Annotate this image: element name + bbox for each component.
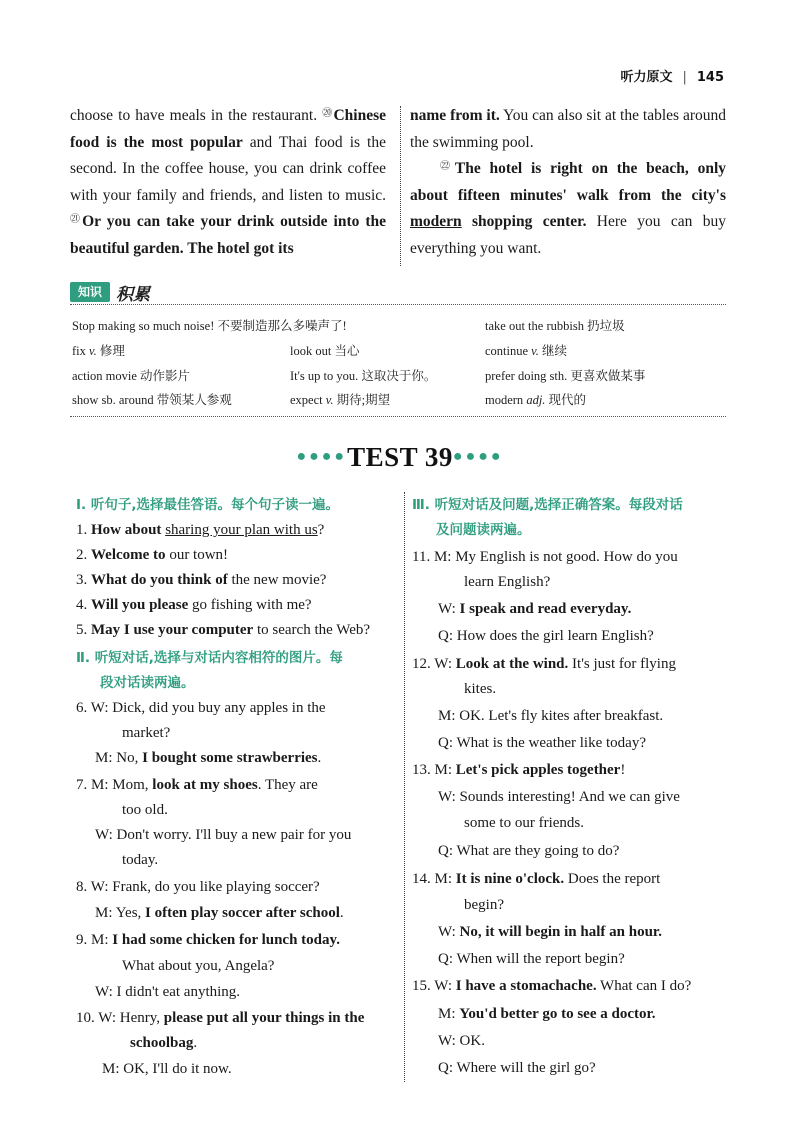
question-11-q: Q: How does the girl learn English? xyxy=(438,628,654,644)
test-title xyxy=(0,442,800,473)
question-5: 5. May I use your computer to search the Web? xyxy=(76,622,371,638)
decorative-dots: ●●●● xyxy=(296,447,348,465)
question-11-cont: learn English? xyxy=(464,574,551,590)
key-sentence: shopping center. xyxy=(461,213,587,230)
question-9: 9. M: I had some chicken for lunch today. xyxy=(76,932,340,948)
section-title: 听力原文 xyxy=(620,70,673,85)
passage-left-column xyxy=(70,103,386,262)
vocab-item: It's up to you. 这取决于你。 xyxy=(290,369,437,383)
question-10-reply: M: OK, I'll do it now. xyxy=(102,1061,232,1077)
question-13: 13. M: Let's pick apples together! xyxy=(412,762,626,778)
page-header xyxy=(620,66,724,85)
passage-text: Here you can buy everything you want. xyxy=(410,213,726,257)
section-2-heading-cont: 段对话读两遍。 xyxy=(100,675,195,691)
question-10-cont: schoolbag. xyxy=(130,1035,198,1051)
key-sentence: name from it. xyxy=(410,107,500,124)
passage-right-text-2 xyxy=(410,156,726,262)
question-13-q: Q: What are they going to do? xyxy=(438,843,620,859)
vocab-item: fix v. 修理 xyxy=(72,344,125,358)
question-10: 10. W: Henry, please put all your things in the xyxy=(76,1010,365,1026)
question-7: 7. M: Mom, look at my shoes. They are xyxy=(76,777,318,793)
passage-text: and Thai food is the second. In the coffee house, you can drink coffee with your family and friends, and listen to music. xyxy=(70,133,386,204)
sentence-marker: ㉑ xyxy=(70,214,83,225)
question-12-reply: M: OK. Let's fly kites after breakfast. xyxy=(438,708,664,724)
key-word-underlined: modern xyxy=(410,213,462,230)
question-4: 4. Will you please go fishing with me? xyxy=(76,597,312,613)
vocab-item: show sb. around 带领某人参观 xyxy=(72,393,232,407)
question-15-reply-2: W: OK. xyxy=(438,1033,485,1049)
sentence-marker: ⑳ xyxy=(322,108,334,119)
question-13-reply: W: Sounds interesting! And we can give xyxy=(438,789,680,805)
question-6-reply: M: No, I bought some strawberries. xyxy=(95,750,322,766)
vocab-item: continue v. 继续 xyxy=(485,344,568,358)
vocab-item: look out 当心 xyxy=(290,344,360,358)
vocab-item: expect v. 期待;期望 xyxy=(290,393,391,407)
question-6: 6. W: Dick, did you buy any apples in the xyxy=(76,700,326,716)
question-7-cont: too old. xyxy=(122,802,168,818)
sentence-marker: ㉒ xyxy=(440,161,455,172)
question-14-cont: begin? xyxy=(464,897,504,913)
section-2-heading: Ⅱ. 听短对话,选择与对话内容相符的图片。每 xyxy=(76,650,343,666)
vocab-item: modern adj. 现代的 xyxy=(485,393,587,407)
vocab-item: Stop making so much noise! 不要制造那么多噪声了! xyxy=(72,319,347,333)
knowledge-bottom-rule xyxy=(70,416,726,417)
question-11: 11. M: My English is not good. How do you xyxy=(412,549,678,565)
question-9-reply: W: I didn't eat anything. xyxy=(95,984,241,1000)
section-1-heading: Ⅰ. 听句子,选择最佳答语。每个句子读一遍。 xyxy=(76,497,339,513)
question-8-reply: M: Yes, I often play soccer after school. xyxy=(95,905,344,921)
decorative-dots: ●●●● xyxy=(452,447,504,465)
question-12-cont: kites. xyxy=(464,681,497,697)
question-12-q: Q: What is the weather like today? xyxy=(438,735,646,751)
question-12: 12. W: Look at the wind. It's just for flying xyxy=(412,656,676,672)
question-15-q: Q: Where will the girl go? xyxy=(438,1060,596,1076)
key-sentence: Chinese food is the most popular xyxy=(70,107,386,151)
vocab-item: take out the rubbish 扔垃圾 xyxy=(485,319,625,333)
question-11-reply: W: I speak and read everyday. xyxy=(438,601,632,617)
question-14-q: Q: When will the report begin? xyxy=(438,951,625,967)
section-3-heading-cont: 及问题读两遍。 xyxy=(436,522,531,538)
passage-left-text xyxy=(70,103,386,262)
question-15-reply: M: You'd better go to see a doctor. xyxy=(438,1006,656,1022)
question-7-reply: W: Don't worry. I'll buy a new pair for you xyxy=(95,827,352,843)
question-15: 15. W: I have a stomachache. What can I do? xyxy=(412,978,692,994)
question-8: 8. W: Frank, do you like playing soccer? xyxy=(76,879,320,895)
header-divider: | xyxy=(682,70,687,85)
passage-text: choose to have meals in the restaurant. xyxy=(70,107,323,124)
knowledge-title: 积累 xyxy=(116,285,150,305)
key-sentence: Or you can take your drink outside into the beautiful garden. The hotel got its xyxy=(70,213,387,257)
section-3-heading: Ⅲ. 听短对话及问题,选择正确答案。每段对话 xyxy=(412,497,683,513)
vocab-item: prefer doing sth. 更喜欢做某事 xyxy=(485,369,646,383)
question-13-reply-cont: some to our friends. xyxy=(464,815,584,831)
column-divider xyxy=(400,106,401,266)
test-title-text: TEST 39 xyxy=(347,442,453,472)
column-divider xyxy=(404,492,405,1082)
question-6-cont: market? xyxy=(122,725,171,741)
question-3: 3. What do you think of the new movie? xyxy=(76,572,327,588)
question-2: 2. Welcome to our town! xyxy=(76,547,229,563)
page-number: 145 xyxy=(696,70,724,85)
question-1: 1. How about sharing your plan with us? xyxy=(76,522,325,538)
vocab-item: action movie 动作影片 xyxy=(72,369,191,383)
question-14: 14. M: It is nine o'clock. Does the report xyxy=(412,871,661,887)
key-sentence: The hotel is right on the beach, only about fifteen minutes' walk from the city's xyxy=(410,160,727,204)
passage-text: You can also sit at the tables around the swimming pool. xyxy=(410,107,726,151)
knowledge-badge: 知识 xyxy=(70,282,110,302)
question-9-cont: What about you, Angela? xyxy=(122,958,275,974)
passage-right-text-1 xyxy=(410,103,726,156)
knowledge-top-rule xyxy=(70,304,726,305)
passage-right-column xyxy=(410,103,726,262)
question-7-reply-cont: today. xyxy=(122,852,159,868)
question-14-reply: W: No, it will begin in half an hour. xyxy=(438,924,662,940)
